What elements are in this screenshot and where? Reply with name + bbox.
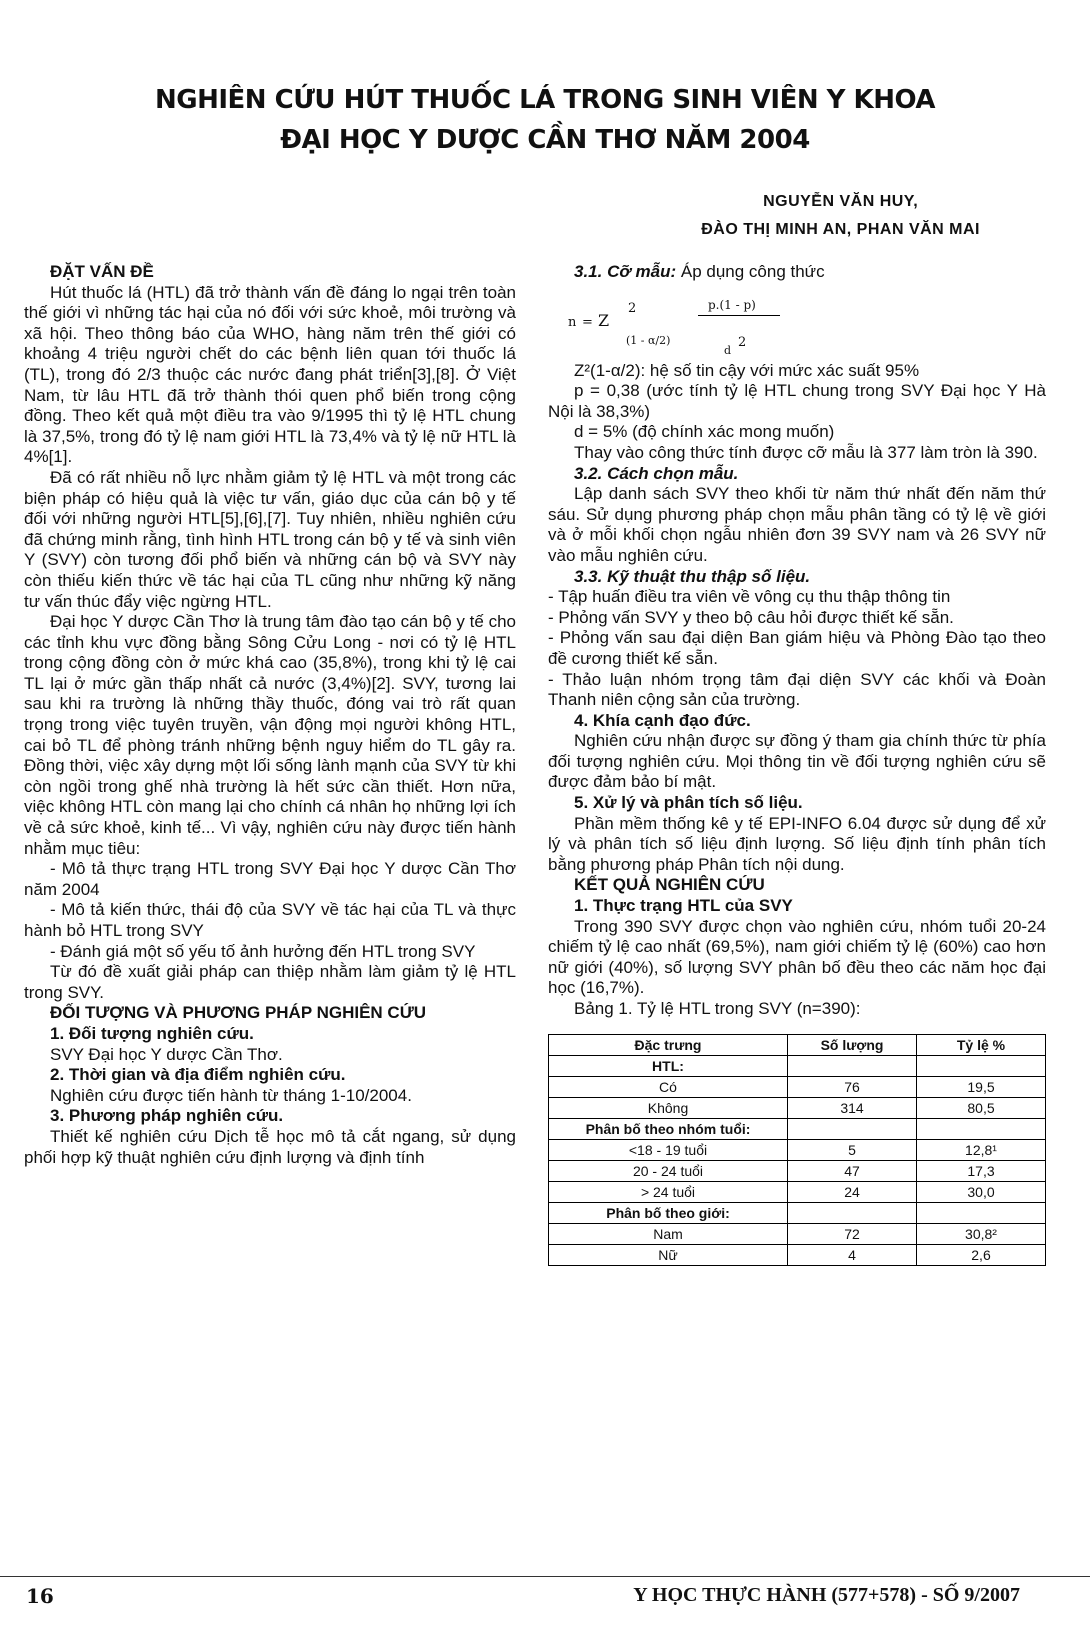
page-number: 16	[26, 1584, 54, 1608]
objective-3: - Đánh giá một số yếu tố ảnh hưởng đến HTL trong SVY	[50, 941, 476, 961]
table-cell: Không	[549, 1097, 788, 1118]
heading-methods: ĐỐI TƯỢNG VÀ PHƯƠNG PHÁP NGHIÊN CỨU	[50, 1003, 427, 1023]
heading-analysis: 5. Xử lý và phân tích số liệu.	[574, 793, 803, 813]
objective-2: - Mô tả kiến thức, thái độ của SVY về tác hại của TL và thực hành bỏ HTL trong SVY	[24, 900, 516, 940]
heading-smoking-status: 1. Thực trạng HTL của SVY	[574, 896, 793, 916]
journal-name: Y HỌC THỰC HÀNH (577+578) - SỐ 9/2007	[633, 1584, 1020, 1606]
table-cell: 47	[788, 1160, 917, 1181]
time-place-text: Nghiên cứu được tiến hành từ tháng 1-10/2004.	[50, 1085, 412, 1105]
authors-line-2: ĐÀO THỊ MINH AN, PHAN VĂN MAI	[701, 221, 980, 238]
table-cell: 5	[788, 1139, 917, 1160]
table-cell: 19,5	[917, 1076, 1046, 1097]
sample-size-heading	[548, 262, 1046, 283]
intro-paragraph-2: Đã có rất nhiều nỗ lực nhằm giảm tỷ lệ HTL và một trong các biện pháp có hiệu quả là việc tư vấn, giáo dục của cán bộ y tế đối với những người HTL[5],[6],[7]. Tuy nhiên, nhiều nghiên cứu đã chứng minh rằng, tình hình HTL trong cán bộ y tế và sinh viên Y (SVY) còn tương đối phổ biến và những cán bộ và SVY này còn thiếu kiến thức về tác hại của TL cũng như những kỹ năng tư vấn thúc đẩy việc ngừng HTL.	[24, 467, 516, 611]
intro-paragraph-3: Đại học Y dược Cần Thơ là trung tâm đào tạo cán bộ y tế cho các tỉnh khu vực đồng bằng Sông Cửu Long - nơi có tỷ lệ HTL trong cộng đồng còn ở mức khá cao (35,8%), trong khi tỷ lệ cai TL lại ở mức gần thấp nhất cả nước (3,4%)[2]. SVY, tương lai sau khi ra trường là những thầy thuốc, đóng vai trò rất quan trọng trong việc tuyên truyền, vận động mọi người không HTL, cai bỏ TL để phòng tránh những bệnh nguy hiểm do TL gây ra. Đồng thời, việc xây dựng một lối sống lành mạnh của SVY từ khi còn ngồi trong ghế nhà trường là hết sức cần thiết. Hơn nữa, việc không HTL còn mang lại cho chính cá nhân họ những lợi ích về cả sức khoẻ, kinh tế... Vì vậy, nghiên cứu này được tiến hành nhằm mục tiêu:	[24, 612, 516, 858]
heading-sampling	[548, 464, 1046, 485]
table-cell: 20 - 24 tuổi	[549, 1160, 788, 1181]
heading-introduction: ĐẶT VẤN ĐỀ	[50, 262, 154, 281]
heading-sampling-text: 3.2. Cách chọn mẫu.	[574, 463, 739, 483]
table-header: Số lượng	[788, 1034, 917, 1055]
heading-results: KẾT QUẢ NGHIÊN CỨU	[574, 875, 765, 895]
table-row	[549, 1223, 1046, 1244]
table-group-label: HTL:	[549, 1055, 788, 1076]
table-cell: Nam	[549, 1223, 788, 1244]
heading-data-collection-text: 3.3. Kỹ thuật thu thập số liệu.	[574, 566, 811, 586]
heading-data-collection	[548, 567, 1046, 588]
d-definition: d = 5% (độ chính xác mong muốn)	[574, 422, 835, 442]
formula-numerator: p.(1 - p)	[708, 297, 756, 312]
sample-size-title: Cỡ mẫu:	[607, 262, 677, 281]
table-cell: 4	[788, 1244, 917, 1265]
collection-bullet-4: - Thảo luận nhóm trọng tâm đại diện SVY các khối và Đoàn Thanh niên cộng sản của trường.	[548, 669, 1046, 710]
table-cell: 314	[788, 1097, 917, 1118]
heading-method: 3. Phương pháp nghiên cứu.	[50, 1106, 284, 1126]
table-row	[549, 1181, 1046, 1202]
collection-bullet-2: - Phỏng vấn SVY y theo bộ câu hỏi được thiết kế sẵn.	[548, 607, 954, 627]
table-cell	[788, 1118, 917, 1139]
table-cell	[917, 1202, 1046, 1223]
results-text: Trong 390 SVY được chọn vào nghiên cứu, nhóm tuổi 20-24 chiếm tỷ lệ cao nhất (69,5%), nam giới chiếm tỷ lệ (60%) cao hơn nữ giới (40%), số lượng SVY phân bố đều theo các năm học đại học (16,7%).	[548, 916, 1046, 998]
collection-bullet-1: - Tập huấn điều tra viên về vông cụ thu thập thông tin	[548, 587, 951, 607]
formula-z: Z	[598, 310, 610, 330]
authors	[701, 188, 980, 244]
table-cell: 2,6	[917, 1244, 1046, 1265]
table-cell: 76	[788, 1076, 917, 1097]
table-row	[549, 1244, 1046, 1265]
table-cell: Nữ	[549, 1244, 788, 1265]
right-column	[548, 262, 1046, 1266]
table-cell	[917, 1055, 1046, 1076]
title-line-2: ĐẠI HỌC Y DƯỢC CẦN THƠ NĂM 2004	[280, 125, 810, 155]
left-column	[24, 262, 516, 1168]
authors-line-1: NGUYỄN VĂN HUY,	[763, 193, 919, 210]
table-1	[548, 1034, 1046, 1266]
intro-paragraph-4: Từ đó đề xuất giải pháp can thiệp nhằm làm giảm tỷ lệ HTL trong SVY.	[24, 962, 516, 1002]
formula-z-subscript: (1 - α/2)	[626, 333, 671, 347]
table-header: Đặc trưng	[549, 1034, 788, 1055]
table-group-row	[549, 1202, 1046, 1223]
heading-subjects: 1. Đối tượng nghiên cứu.	[50, 1023, 254, 1043]
sampling-text: Lập danh sách SVY theo khối từ năm thứ nhất đến năm thứ sáu. Sử dụng phương pháp chọn mẫu phân tầng có tỷ lệ về giới và ở mỗi khối chọn ngẫu nhiên đơn 39 SVY nam và 26 SVY nữ vào mẫu nghiên cứu.	[548, 484, 1046, 565]
z-definition: Z²(1-α/2): hệ số tin cậy với mức xác suất 95%	[574, 360, 920, 380]
sample-size-formula	[548, 283, 1046, 361]
collection-bullet-3: - Phỏng vấn sau đại diện Ban giám hiệu và Phòng Đào tạo theo đề cương thiết kế sẵn.	[548, 628, 1046, 668]
ethics-text: Nghiên cứu nhận được sự đồng ý tham gia chính thức từ phía đối tượng nghiên cứu. Mọi thông tin về đối tượng nghiên cứu sẽ được đảm bảo bí mật.	[548, 731, 1046, 792]
table-cell: 17,3	[917, 1160, 1046, 1181]
formula-equals: =	[582, 314, 593, 330]
table-header-row	[549, 1034, 1046, 1055]
article-title	[0, 80, 1090, 160]
sample-size-number: 3.1.	[574, 262, 603, 281]
heading-time-place: 2. Thời gian và địa điểm nghiên cứu.	[50, 1065, 346, 1085]
objective-1: - Mô tả thực trạng HTL trong SVY Đại học Y dược Cần Thơ năm 2004	[24, 859, 516, 899]
table-row	[549, 1139, 1046, 1160]
table-group-label: Phân bố theo giới:	[549, 1202, 788, 1223]
table-cell: 72	[788, 1223, 917, 1244]
table-caption: Bảng 1. Tỷ lệ HTL trong SVY (n=390):	[574, 999, 861, 1018]
analysis-text: Phần mềm thống kê y tế EPI-INFO 6.04 được sử dụng để xử lý và phân tích số liệu định lượng. Số liệu định tính phân tích bằng phương pháp Phân tích nội dung.	[548, 813, 1046, 874]
table-row	[549, 1097, 1046, 1118]
table-cell	[788, 1202, 917, 1223]
method-text: Thiết kế nghiên cứu Dịch tễ học mô tả cắt ngang, sử dụng phối hợp kỹ thuật nghiên cứu định lượng và định tính	[24, 1126, 516, 1167]
formula-n: n	[568, 314, 577, 330]
table-group-row	[549, 1118, 1046, 1139]
table-cell: > 24 tuổi	[549, 1181, 788, 1202]
footer-divider	[0, 1576, 1090, 1577]
formula-denominator-power: 2	[738, 334, 747, 350]
p-definition: p = 0,38 (ước tính tỷ lệ HTL chung trong SVY Đại học Y Hà Nội là 38,3%)	[548, 381, 1046, 421]
subjects-text: SVY Đại học Y dược Cần Thơ.	[50, 1044, 283, 1064]
table-cell: 24	[788, 1181, 917, 1202]
table-cell: 30,8²	[917, 1223, 1046, 1244]
table-group-label: Phân bố theo nhóm tuổi:	[549, 1118, 788, 1139]
sample-size-intro: Áp dụng công thức	[680, 262, 825, 281]
table-group-row	[549, 1055, 1046, 1076]
sample-size-result: Thay vào công thức tính được cỡ mẫu là 377 làm tròn là 390.	[574, 442, 1038, 462]
formula-z-power: 2	[628, 300, 637, 316]
intro-paragraph-1: Hút thuốc lá (HTL) đã trở thành vấn đề đáng lo ngại trên toàn thế giới vì những tác hại của nó đối với sức khoẻ, môi trường và xã hội. Theo thông báo của WHO, hàng năm trên thế giới có khoảng 4 triệu người chết do các bệnh liên quan tới thuốc lá (TL), trong đó 2/3 thuộc các nước đang phát triển[3],[8]. Ở Việt Nam, từ lâu HTL đã trở thành thói quen phổ biến trong cộng đồng. Theo kết quả một điều tra vào 9/1995 thì tỷ lệ HTL chung là 37,5%, trong đó tỷ lệ nam giới HTL là 73,4% và tỷ lệ nữ HTL là 4%[1].	[24, 282, 516, 467]
table-cell: Có	[549, 1076, 788, 1097]
title-line-1: NGHIÊN CỨU HÚT THUỐC LÁ TRONG SINH VIÊN Y KHOA	[155, 85, 935, 115]
table-cell: 80,5	[917, 1097, 1046, 1118]
table-cell	[917, 1118, 1046, 1139]
table-cell: 12,8¹	[917, 1139, 1046, 1160]
formula-fraction-bar	[698, 315, 780, 316]
heading-ethics: 4. Khía cạnh đạo đức.	[574, 710, 751, 730]
table-row	[549, 1160, 1046, 1181]
table-row	[549, 1076, 1046, 1097]
formula-denominator: d	[724, 343, 732, 357]
table-cell: <18 - 19 tuổi	[549, 1139, 788, 1160]
table-cell: 30,0	[917, 1181, 1046, 1202]
table-header: Tỷ lệ %	[917, 1034, 1046, 1055]
table-cell	[788, 1055, 917, 1076]
